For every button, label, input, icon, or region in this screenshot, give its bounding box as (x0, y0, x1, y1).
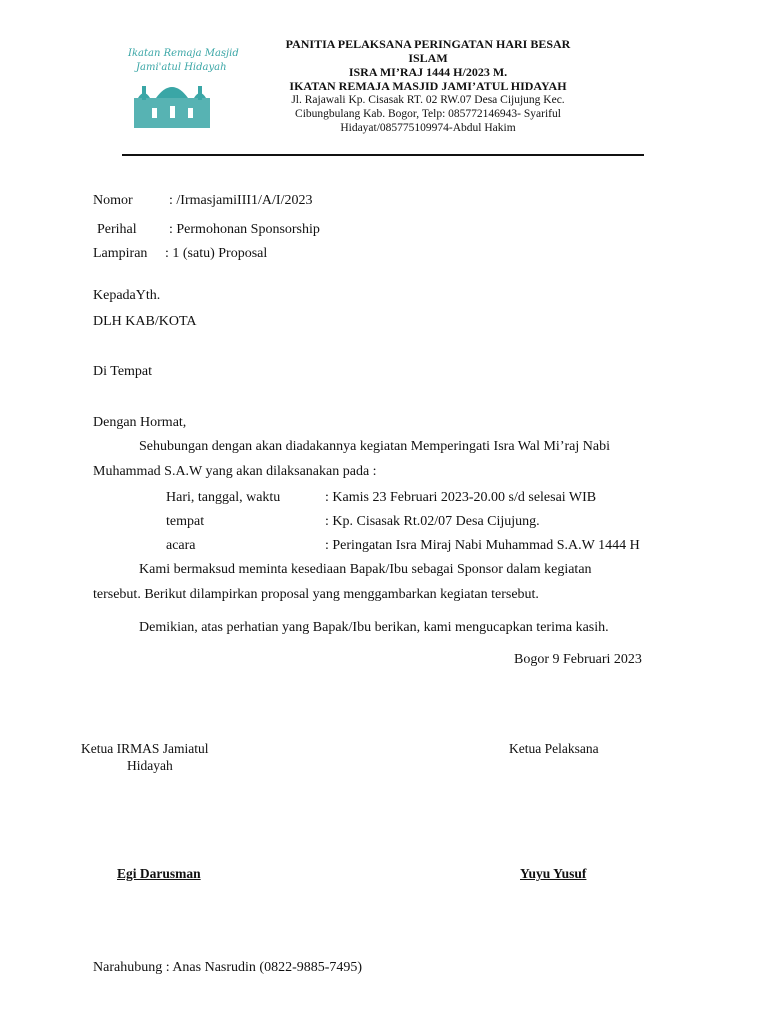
paragraph2-line1: Kami bermaksud meminta kesediaan Bapak/Ibu sebagai Sponsor dalam kegiatan (139, 562, 592, 577)
header-divider (122, 154, 644, 156)
lampiran-label: Lampiran (93, 246, 148, 261)
closing-paragraph: Demikian, atas perhatian yang Bapak/Ibu berikan, kami mengucapkan terima kasih. (139, 620, 609, 635)
recipient-name: DLH KAB/KOTA (93, 314, 197, 329)
left-signer-title-line2: Hidayah (127, 758, 173, 773)
header-address-line3: Hidayat/085775109974-Abdul Hakim (340, 122, 516, 134)
recipient-place: Di Tempat (93, 364, 153, 379)
logo-text-line1: Ikatan Remaja Masjid (128, 48, 239, 59)
lampiran-value: : 1 (satu) Proposal (165, 246, 268, 261)
logo-text-line2: Jami'atul Hidayah (136, 62, 227, 73)
paragraph1-line1: Sehubungan dengan akan diadakannya kegiatan Memperingati Isra Wal Mi’raj Nabi (139, 439, 610, 454)
right-signer-title: Ketua Pelaksana (509, 741, 599, 756)
detail-value-datetime: : Kamis 23 Februari 2023-20.00 s/d selesai WIB (325, 490, 597, 505)
detail-label-event: acara (166, 538, 196, 553)
letter-date: Bogor 9 Februari 2023 (514, 652, 642, 667)
recipient-salutation: KepadaYth. (93, 288, 161, 303)
contact-person: Narahubung : Anas Nasrudin (0822-9885-7495) (93, 960, 363, 975)
paragraph2-line2: tersebut. Berikut dilampirkan proposal yang menggambarkan kegiatan tersebut. (93, 587, 539, 602)
header-line1: PANITIA PELAKSANA PERINGATAN HARI BESAR (285, 37, 571, 51)
nomor-label: Nomor (93, 193, 133, 208)
detail-label-place: tempat (166, 514, 205, 529)
left-signer-name: Egi Darusman (117, 866, 201, 881)
left-signer-title-line1: Ketua IRMAS Jamiatul (81, 741, 209, 756)
right-signer-name: Yuyu Yusuf (520, 866, 587, 881)
organization-logo (118, 42, 239, 134)
greeting: Dengan Hormat, (93, 415, 187, 430)
header-address-line1: Jl. Rajawali Kp. Cisasak RT. 02 RW.07 Desa Cijujung Kec. (291, 94, 565, 106)
paragraph1-line2: Muhammad S.A.W yang akan dilaksanakan pada : (93, 464, 377, 479)
nomor-value: : /IrmasjamiIII1/A/I/2023 (169, 193, 313, 208)
header-org-name: IKATAN REMAJA MASJID JAMI’ATUL HIDAYAH (289, 79, 567, 93)
detail-value-event: : Peringatan Isra Miraj Nabi Muhammad S.A.W 1444 H (325, 538, 640, 553)
header-line3: ISRA MI’RAJ 1444 H/2023 M. (348, 65, 508, 79)
perihal-value: : Permohonan Sponsorship (169, 222, 320, 237)
detail-value-place: : Kp. Cisasak Rt.02/07 Desa Cijujung. (325, 514, 540, 529)
detail-label-datetime: Hari, tanggal, waktu (166, 490, 281, 505)
header-line2: ISLAM (408, 51, 448, 65)
perihal-label: Perihal (97, 222, 137, 237)
header-address-line2: Cibungbulang Kab. Bogor, Telp: 085772146943- Syariful (295, 108, 561, 120)
